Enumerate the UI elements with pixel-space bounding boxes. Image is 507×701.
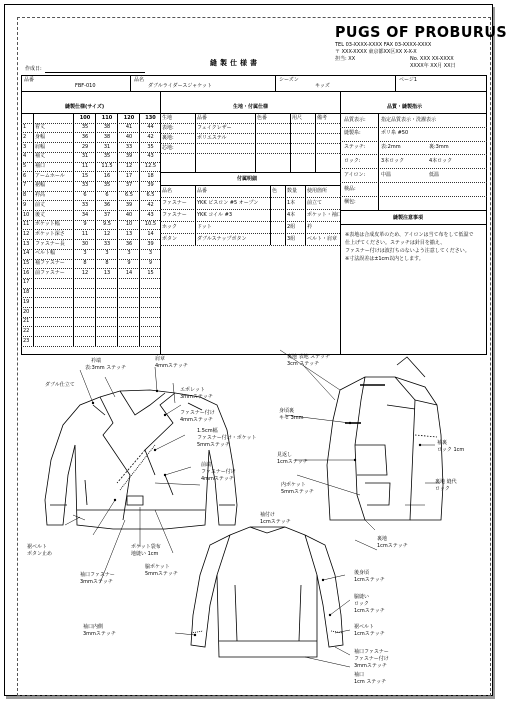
size-table-cell: 39 bbox=[125, 201, 133, 208]
inner-jacket-drawing bbox=[327, 357, 443, 520]
size-table-cell: 7 bbox=[23, 182, 27, 189]
annotation-label: 1cm ステッチ bbox=[354, 679, 387, 685]
size-table-cell: 38 bbox=[103, 124, 111, 131]
size-table-cell: 9 bbox=[83, 221, 87, 228]
size-table-cell: 42 bbox=[147, 133, 154, 140]
size-table-cell: 13 bbox=[125, 230, 133, 237]
size-table-header: 130 bbox=[145, 114, 156, 121]
size-table-cell: 6 bbox=[105, 192, 109, 199]
size-table-cell: 31 bbox=[81, 153, 89, 160]
size-table-cell: 31 bbox=[103, 143, 111, 150]
address-line: No. XXX XX-XXXX bbox=[410, 56, 454, 62]
annotation-label: 衿端 bbox=[91, 358, 102, 364]
annotation-label: エポレット bbox=[180, 387, 205, 393]
size-table-cell: 袖口 bbox=[35, 163, 46, 169]
size-table-cell: 40 bbox=[125, 211, 133, 218]
size-table-cell: ポケット幅 bbox=[35, 221, 60, 228]
size-table-cell: 10 bbox=[125, 221, 133, 228]
annotation-label: ファスナー付け bbox=[180, 410, 215, 416]
size-table-cell: 10.5 bbox=[144, 221, 157, 228]
size-table-cell: 袖丈 bbox=[35, 153, 46, 160]
size-table-cell: 39 bbox=[147, 182, 154, 189]
size-table-cell: 9 bbox=[148, 260, 153, 266]
annotation-label: ポケット袋布 bbox=[131, 544, 161, 550]
page-title: 縫製仕様書 bbox=[210, 59, 260, 67]
parts-table-cell: 2組 bbox=[287, 223, 296, 230]
garment-drawings bbox=[5, 5, 492, 695]
date-label: 作成日: bbox=[25, 66, 42, 72]
quality-label: 縫製糸: bbox=[344, 130, 361, 137]
parts-table-title: 付属明細 bbox=[237, 176, 258, 182]
parts-table-cell: YKK ビスロン #5 オープン bbox=[197, 199, 259, 206]
quality-value: 3本ロック bbox=[381, 157, 405, 164]
note-line: ※表地は合成皮革のため、アイロンは当て布をして低温で bbox=[345, 232, 474, 238]
quality-value: 指定品質表示・洗濯表示 bbox=[381, 116, 437, 123]
size-table-cell: 44 bbox=[147, 124, 154, 131]
size-table-cell: 6.5 bbox=[125, 192, 133, 199]
page-label: ページ1 bbox=[399, 77, 418, 83]
annotation-label: 見返し bbox=[277, 452, 293, 458]
parts-table-cell: ファスナー bbox=[162, 199, 187, 206]
size-table-cell: 12 bbox=[103, 230, 111, 237]
style-no-value: FBF-010 bbox=[75, 83, 96, 89]
fabric-table-cell: 表地: bbox=[162, 125, 174, 131]
size-table-cell: 22 bbox=[23, 327, 30, 334]
size-table-cell: ポケット深さ bbox=[35, 230, 65, 237]
annotation-label: 5mmステッチ bbox=[197, 442, 230, 448]
size-table-cell: 3 bbox=[23, 143, 27, 150]
annotation-label: 3mmステッチ bbox=[354, 663, 387, 669]
size-table-cell: 21 bbox=[23, 318, 30, 325]
parts-table-header: 品番 bbox=[197, 187, 208, 194]
annotation-label: 前端 bbox=[201, 462, 212, 468]
annotation-label: 4mmステッチ bbox=[201, 476, 234, 482]
size-table-cell: 13 bbox=[103, 269, 111, 276]
annotation-label: ダブル仕立て bbox=[45, 382, 75, 388]
annotation-label: ファスナー付け bbox=[201, 469, 236, 475]
note-line: 仕上げてください。ステッチは針目を揃え、 bbox=[345, 240, 446, 246]
parts-table-cell: ホック bbox=[162, 223, 178, 230]
size-table-cell: アームホール bbox=[35, 172, 65, 179]
parts-table-cell: ドット bbox=[197, 223, 212, 230]
size-table-cell: 19 bbox=[23, 298, 30, 305]
size-table-cell: 12.5 bbox=[144, 163, 157, 169]
notes-title: 縫製注意事項 bbox=[393, 215, 424, 221]
size-table-cell: 5 bbox=[23, 163, 27, 169]
quality-label: 品質表示: bbox=[344, 116, 366, 123]
size-table-cell: 34 bbox=[81, 211, 89, 218]
annotation-label: 脇縫い bbox=[354, 594, 370, 600]
size-table-cell: 36 bbox=[81, 133, 89, 140]
size-table-cell: 身幅 bbox=[35, 133, 46, 140]
size-table-cell: 15 bbox=[23, 260, 30, 266]
size-table-cell: 9 bbox=[23, 201, 27, 208]
annotation-label: 3mmステッチ bbox=[180, 394, 213, 400]
size-table-cell: 11 bbox=[23, 221, 30, 228]
size-table-cell: 3 bbox=[148, 250, 153, 257]
address-line: XXXX年 XX月 XX日 bbox=[410, 63, 456, 69]
parts-table-cell: ベルト・肩章 bbox=[307, 235, 338, 242]
parts-table-cell: ポケット・袖口 bbox=[307, 211, 342, 218]
size-table-cell: 43 bbox=[147, 211, 154, 218]
size-table-cell: ベルト幅 bbox=[35, 250, 56, 257]
size-table-cell: 12 bbox=[81, 269, 89, 276]
size-table-cell: 11 bbox=[81, 230, 89, 237]
quality-label: 梱包: bbox=[344, 199, 356, 206]
quality-value: 表:2mm bbox=[381, 144, 401, 151]
address-line: TEL 03-XXXX-XXXX FAX 03-XXXX-XXXX bbox=[335, 42, 432, 48]
size-table-cell: 37 bbox=[103, 211, 111, 218]
annotation-label: 肩章 bbox=[155, 356, 166, 362]
size-table-cell: 6.5 bbox=[146, 192, 155, 199]
size-table-cell: 14 bbox=[23, 250, 30, 257]
size-table-cell: 12 bbox=[23, 230, 30, 237]
size-table-cell: 14 bbox=[125, 269, 133, 276]
item-label: 品名 bbox=[134, 77, 145, 83]
quality-label: 検品: bbox=[344, 185, 356, 192]
annotation-label: 内ポケット bbox=[281, 482, 306, 488]
parts-table-cell: ファスナー bbox=[162, 211, 187, 218]
size-table-cell: 38 bbox=[103, 133, 111, 140]
parts-table-cell: YKK コイル #3 bbox=[197, 211, 233, 218]
annotation-label: 袖口内側 bbox=[83, 624, 104, 630]
annotation-label: ロック bbox=[354, 601, 369, 607]
size-table-cell: 袖ファスナー bbox=[35, 260, 65, 266]
size-table-cell: 8 bbox=[23, 192, 27, 199]
annotation-leaders bbox=[65, 350, 440, 667]
annotation-label: 裾ベルト bbox=[27, 544, 48, 550]
size-table-cell: 39 bbox=[147, 240, 154, 247]
size-table-cell: 30 bbox=[81, 240, 89, 247]
size-table-cell: 36 bbox=[103, 201, 111, 208]
size-table-cell: 41 bbox=[125, 124, 133, 131]
size-table-cell: 着丈 bbox=[35, 124, 46, 131]
fabric-table-header: 品番 bbox=[197, 115, 208, 121]
fabric-table-cell: 芯地: bbox=[162, 145, 174, 151]
size-table-cell: 3 bbox=[83, 250, 87, 257]
size-table-cell: 12 bbox=[125, 163, 133, 169]
parts-table-header: 数量 bbox=[287, 187, 298, 194]
brand-logo: PUGS OF PROBURUS bbox=[335, 23, 507, 41]
size-table-cell: 17 bbox=[23, 279, 30, 286]
size-table-cell: 13 bbox=[23, 240, 30, 247]
size-table-cell: 33 bbox=[103, 240, 111, 247]
annotation-label: 1cmステッチ bbox=[260, 519, 291, 525]
fabric-table-header: 備考 bbox=[317, 115, 328, 121]
fabric-table-header: 生地 bbox=[162, 115, 173, 121]
quality-label: ロック: bbox=[344, 157, 361, 164]
size-table-cell: 16 bbox=[23, 269, 30, 276]
annotation-label: 裏地 縫代 bbox=[435, 479, 457, 485]
size-table-cell: 35 bbox=[103, 182, 111, 189]
size-table-cell: 33 bbox=[81, 182, 89, 189]
parts-table-cell: ダブルスナップボタン bbox=[197, 235, 247, 242]
size-table-cell: 9 bbox=[127, 260, 131, 266]
size-table-cell: 43 bbox=[147, 153, 154, 160]
size-table-cell: 9.5 bbox=[103, 221, 111, 228]
fabric-table-cell: フェイクレザー bbox=[197, 125, 232, 131]
annotation-label: 4mmステッチ bbox=[155, 363, 188, 369]
size-table-cell: 4 bbox=[23, 153, 27, 160]
annotation-label: ボタン止め bbox=[27, 551, 53, 557]
parts-table-header: 使用箇所 bbox=[307, 187, 328, 194]
fabric-table-cell: 裏地: bbox=[162, 135, 174, 141]
parts-table-cell: 4本 bbox=[287, 211, 296, 218]
quality-value: 低温 bbox=[429, 171, 440, 178]
annotation-label: 1cmステッチ bbox=[354, 577, 385, 583]
annotation-label: 袖付け bbox=[260, 512, 276, 518]
size-table-cell: 11.5 bbox=[101, 163, 113, 169]
item-value: ダブルライダースジャケット bbox=[148, 83, 213, 89]
parts-table-cell: 1本 bbox=[287, 199, 296, 206]
size-table-cell: 裾幅 bbox=[35, 182, 46, 189]
size-table-cell: 8 bbox=[105, 260, 109, 266]
size-table-cell: 18 bbox=[23, 289, 30, 296]
annotation-label: 1cmステッチ bbox=[377, 543, 408, 549]
size-table-cell: 35 bbox=[103, 153, 111, 160]
annotation-label: 3mmステッチ bbox=[80, 579, 113, 585]
size-table-cell: 10 bbox=[23, 211, 30, 218]
parts-table-cell: 前立て bbox=[307, 199, 323, 206]
size-table-cell: ファスナー長 bbox=[35, 240, 65, 247]
parts-table-cell: 衿 bbox=[307, 223, 313, 230]
season-label: シーズン bbox=[279, 77, 299, 83]
parts-table-header: 色 bbox=[272, 187, 278, 194]
annotation-label: 裾ベルト bbox=[354, 624, 375, 630]
size-table-cell: 6 bbox=[23, 172, 27, 179]
size-table-cell: 衿高 bbox=[35, 192, 46, 199]
size-table-cell: 前丈 bbox=[35, 201, 46, 208]
size-table-cell: 33 bbox=[125, 143, 133, 150]
size-table-cell: 14 bbox=[147, 230, 154, 237]
annotation-label: 袖口 bbox=[354, 672, 365, 678]
note-line: ファスナー付けは波打ちのないよう注意してください。 bbox=[345, 248, 470, 254]
annotation-label: 4mmステッチ bbox=[180, 417, 213, 423]
size-table-header: 100 bbox=[79, 114, 91, 121]
annotation-label: 1.5cm幅 bbox=[197, 428, 218, 434]
fabric-table-cell: ポリエステル bbox=[197, 135, 227, 141]
quality-value: 中温 bbox=[381, 171, 392, 178]
quality-value: 裏:3mm bbox=[429, 144, 449, 151]
annotation-label: キセ 3mm bbox=[279, 415, 304, 421]
size-table-header: 120 bbox=[123, 114, 135, 121]
fabric-table-title: 生地・付属仕様 bbox=[233, 104, 269, 110]
size-table-cell: 40 bbox=[125, 133, 133, 140]
annotation-label: 袖裏 bbox=[437, 440, 448, 446]
season-value: キッズ bbox=[315, 83, 330, 89]
size-table-cell: 36 bbox=[125, 240, 133, 247]
size-table-cell: 35 bbox=[147, 143, 154, 150]
fabric-table-header: 色番 bbox=[257, 115, 268, 121]
size-table-cell: 39 bbox=[125, 153, 133, 160]
parts-table-header: 品名 bbox=[162, 187, 173, 194]
size-table-cell: 15 bbox=[147, 269, 154, 276]
annotation-label: 1cmステッチ bbox=[277, 459, 308, 465]
quality-value: 4本ロック bbox=[429, 157, 453, 164]
size-table-title: 縫製仕様(サイズ) bbox=[65, 104, 105, 110]
size-table-cell: 1 bbox=[23, 124, 27, 131]
size-table-cell: 11 bbox=[81, 163, 89, 169]
annotation-label: 後身頃 bbox=[354, 570, 370, 576]
size-table-cell: 肩幅 bbox=[35, 143, 46, 150]
annotation-label: ロック bbox=[435, 486, 450, 492]
quality-value: ポリ糸 #50 bbox=[381, 130, 409, 137]
size-table-cell: 17 bbox=[125, 172, 133, 179]
size-table-cell: 18 bbox=[147, 172, 154, 179]
size-table-cell: 15 bbox=[81, 172, 89, 179]
size-table-cell: 37 bbox=[125, 182, 133, 189]
quality-panel-title: 品質・縫製指示 bbox=[387, 104, 423, 110]
annotation-label: ロック 1cm bbox=[437, 447, 465, 453]
annotation-label: 袖口ファスナー bbox=[80, 572, 115, 578]
back-jacket-drawing bbox=[191, 527, 343, 657]
annotation-label: 1cmステッチ bbox=[354, 608, 385, 614]
annotation-label: 袖口ファスナー bbox=[354, 649, 389, 655]
size-table-cell: 3 bbox=[127, 250, 131, 257]
size-table-cell: 8 bbox=[83, 260, 87, 266]
address-line: 担当: XX bbox=[335, 56, 356, 62]
size-table-cell: 29 bbox=[81, 143, 89, 150]
size-table-cell: 16 bbox=[103, 172, 111, 179]
size-table-cell: 後丈 bbox=[35, 211, 46, 218]
annotation-label: 5mmステッチ bbox=[281, 489, 314, 495]
address-line: 〒 XXX-XXXX 東京都XX区XX X-X-X bbox=[335, 49, 417, 55]
size-table-cell: 23 bbox=[23, 337, 30, 344]
annotation-label: 脇ポケット bbox=[145, 564, 170, 570]
size-table-cell: 前ファスナー bbox=[35, 269, 65, 276]
style-no-label: 品番 bbox=[24, 77, 35, 83]
parts-table-cell: ボタン bbox=[162, 235, 178, 242]
size-table-cell: 20 bbox=[23, 308, 30, 315]
size-table-cell: 6 bbox=[83, 192, 87, 199]
size-table-cell: 2 bbox=[23, 133, 27, 140]
annotation-label: 裏地 bbox=[377, 536, 388, 542]
note-line: ※寸法誤差は±1cm以内とします。 bbox=[345, 256, 424, 262]
annotation-label: 3cm ステッチ bbox=[287, 361, 320, 367]
size-table-cell: 42 bbox=[147, 201, 154, 208]
fabric-table-header: 用尺 bbox=[292, 115, 303, 121]
quality-label: ステッチ: bbox=[344, 144, 366, 151]
annotation-label: ファスナー付け・ポケット bbox=[197, 435, 257, 441]
annotation-label: 1cmステッチ bbox=[354, 631, 385, 637]
annotation-label: 身頃裏 bbox=[279, 408, 295, 414]
annotation-label: 表:3mm ステッチ bbox=[85, 365, 127, 371]
size-table-cell: 35 bbox=[81, 124, 89, 131]
size-table-cell: 33 bbox=[81, 201, 89, 208]
spec-sheet bbox=[4, 4, 507, 696]
annotation-label: ファスナー付け bbox=[354, 656, 389, 662]
size-table-header: 110 bbox=[101, 114, 113, 121]
annotation-label: 3mmステッチ bbox=[83, 631, 116, 637]
annotation-label: 地縫い 1cm bbox=[131, 551, 159, 557]
annotation-label: 裏地 表地 ステッチ bbox=[287, 354, 331, 360]
size-table-cell: 3 bbox=[105, 250, 109, 257]
quality-label: アイロン: bbox=[344, 171, 366, 178]
parts-table-cell: 3組 bbox=[287, 235, 296, 242]
annotation-label: 5mmステッチ bbox=[145, 571, 178, 577]
